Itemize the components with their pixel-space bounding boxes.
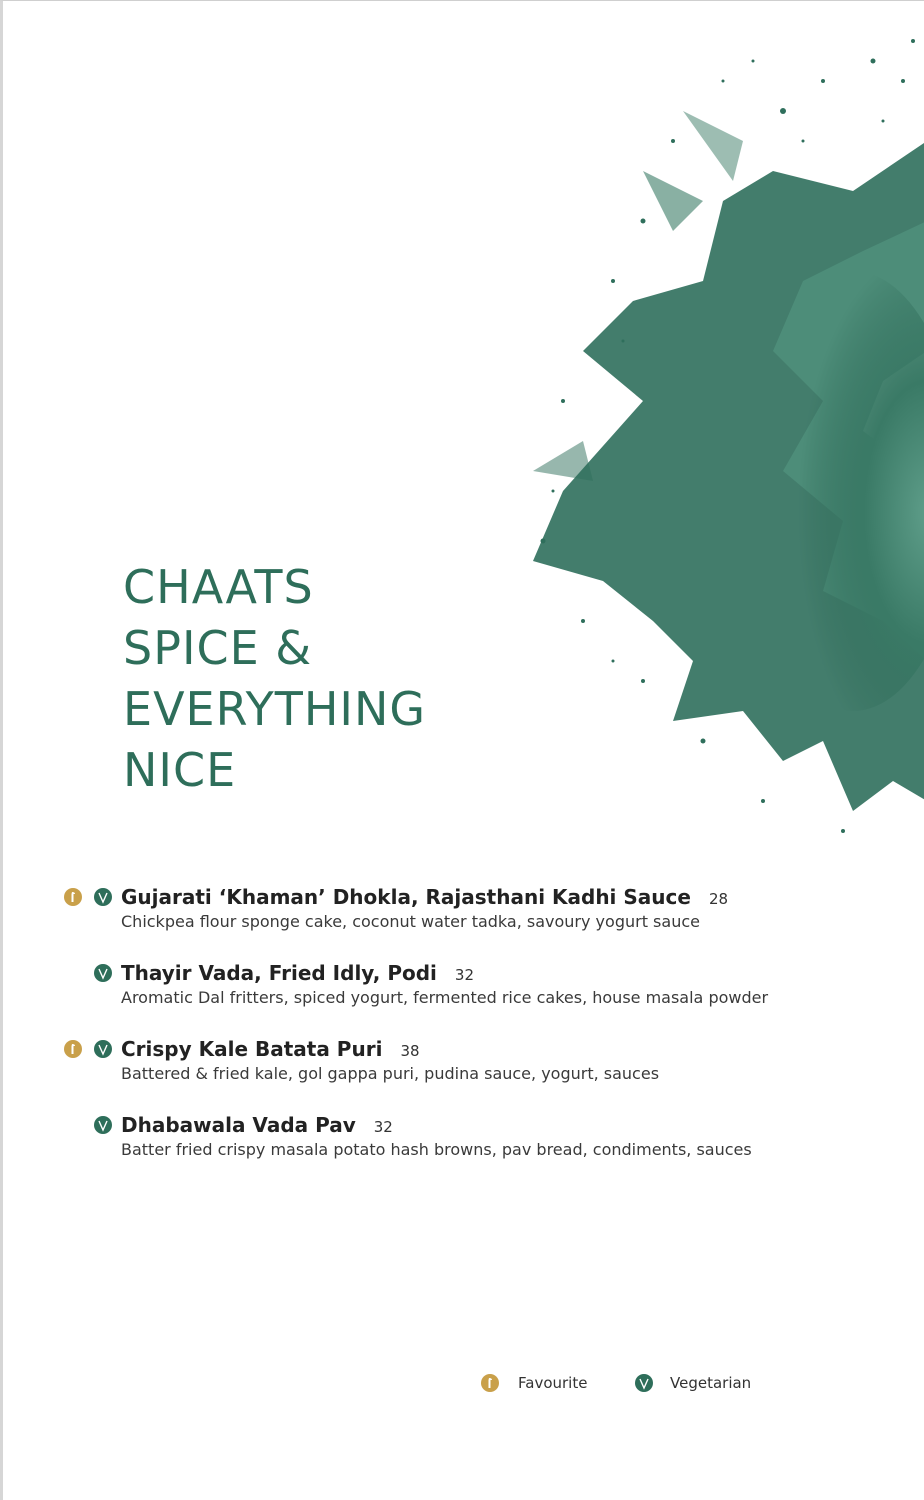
legend (3, 1373, 924, 1397)
item-price: 38 (400, 1042, 420, 1060)
vegetarian-icon (94, 1116, 112, 1134)
item-description: Aromatic Dal fritters, spiced yogurt, fermented rice cakes, house masala powder (121, 988, 769, 1007)
title-line: NICE (123, 743, 237, 797)
vegetarian-icon (94, 888, 112, 906)
item-title: Gujarati ‘Khaman’ Dhokla, Rajasthani Kadhi Sauce (121, 885, 691, 909)
vegetarian-icon (635, 1374, 653, 1392)
item-title: Dhabawala Vada Pav (121, 1113, 356, 1137)
legend-favourite-label: Favourite (518, 1374, 588, 1392)
item-price: 32 (454, 966, 475, 984)
item-title: Crispy Kale Batata Puri (121, 1037, 383, 1061)
item-name (121, 884, 728, 912)
vegetarian-icon (94, 1040, 112, 1058)
title-line: CHAATS (123, 560, 314, 614)
item-name (121, 1036, 420, 1064)
vegetarian-icon (94, 964, 112, 982)
legend-vegetarian-label: Vegetarian (670, 1374, 752, 1392)
item-description: Chickpea flour sponge cake, coconut water tadka, savoury yogurt sauce (121, 912, 700, 931)
item-name (121, 1112, 393, 1140)
favourite-icon (481, 1374, 499, 1392)
title-line: EVERYTHING (123, 682, 427, 736)
item-price: 32 (373, 1118, 393, 1136)
section-title (123, 557, 426, 801)
item-title: Thayir Vada, Fried Idly, Podi (121, 961, 437, 985)
item-description: Battered & fried kale, gol gappa puri, pudina sauce, yogurt, sauces (121, 1064, 660, 1083)
powder-splash-image (523, 21, 924, 841)
favourite-icon (64, 888, 82, 906)
title-line: SPICE & (123, 621, 313, 675)
item-name (121, 960, 474, 988)
item-description: Batter fried crispy masala potato hash browns, pav bread, condiments, sauces (121, 1140, 752, 1159)
item-price: 28 (708, 890, 729, 908)
favourite-icon (64, 1040, 82, 1058)
